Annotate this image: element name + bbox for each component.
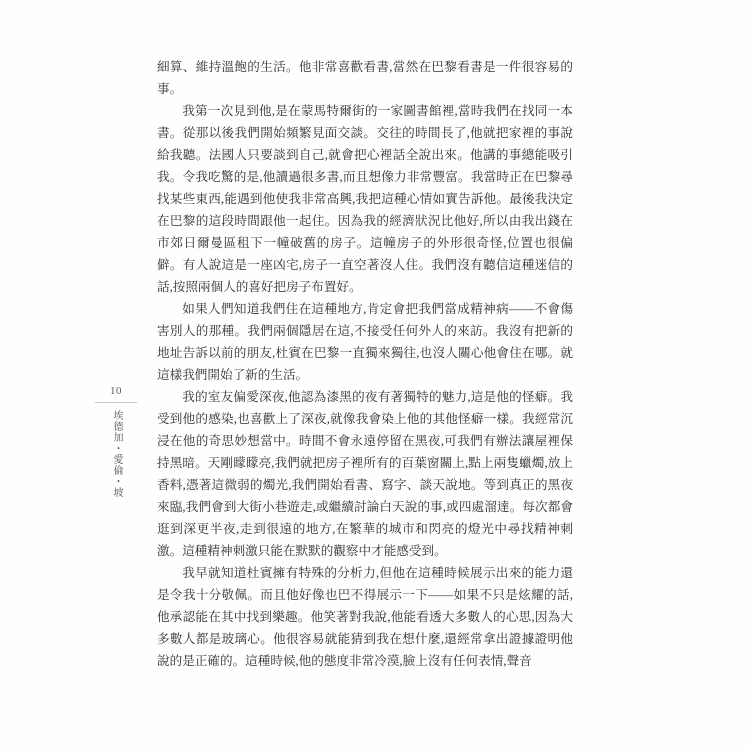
page-margin-sidebar bbox=[95, 384, 137, 503]
paragraph: 我的室友偏愛深夜,他認為漆黑的夜有著獨特的魅力,這是他的怪癖。我受到他的感染,也喜歡上了深夜,就像我會染上他的其他怪癖一樣。我經常沉浸在他的奇思妙想當中。時間不會永遠停留在黑夜,可我們有辦法讓屋裡保持黑暗。天剛矇矇亮,我們就把房子裡所有的百葉窗關上,點上兩隻蠟燭,放上香料,憑著這微弱的燭光,我們開始看書、寫字、談天說地。等到真正的黑夜來臨,我們會到大街小巷遊走,或繼續討論白天說的事,或四處溜達。每次都會逛到深更半夜,走到很遠的地方,在繁華的城市和閃亮的燈光中尋找精神刺激。這種精神刺激只能在默默的觀察中才能感受到。 bbox=[157, 390, 573, 558]
paragraph: 我早就知道杜賓擁有特殊的分析力,但他在這種時候展示出來的能力還是令我十分敬佩。而且他好像也巴不得展示一下——如果不只是炫耀的話,他承認能在其中找到樂趣。他笑著對我說,他能看透大多數人的心思,因為大多數人都是玻璃心。他很容易就能猜到我在想什麼,還經常拿出證據證明他說的是正確的。這種時候,他的態度非常冷漠,臉上沒有任何表情,聲音 bbox=[157, 566, 573, 668]
book-title-vertical: 埃德加・愛倫・坡 bbox=[111, 410, 122, 498]
page-number: 10 bbox=[110, 385, 122, 397]
sidebar-divider bbox=[95, 402, 137, 403]
paragraph-continuation: 細算、維持溫飽的生活。他非常喜歡看書,當然在巴黎看書是一件很容易的事。 bbox=[157, 60, 573, 96]
page-text bbox=[157, 56, 573, 672]
paragraph: 我第一次見到他,是在蒙馬特爾街的一家圖書館裡,當時我們在找同一本書。從那以後我們開始頻繁見面交談。交往的時間長了,他就把家裡的事說給我聽。法國人只要談到自己,就會把心裡話全說出來。他講的事總能吸引我。令我吃驚的是,他讀過很多書,而且想像力非常豐富。我當時正在巴黎尋找某些東西,能遇到他使我非常高興,我把這種心情如實告訴他。最後我決定在巴黎的這段時間跟他一起住。因為我的經濟狀況比他好,所以由我出錢在市郊日爾曼區租下一幢破舊的房子。這幢房子的外形很奇怪,位置也很偏僻。有人說這是一座凶宅,房子一直空著沒人住。我們沒有聽信這種迷信的話,按照兩個人的喜好把房子布置好。 bbox=[157, 104, 573, 294]
paragraph: 如果人們知道我們住在這種地方,肯定會把我們當成精神病——不會傷害別人的那種。我們兩個隱居在這,不接受任何外人的來訪。我沒有把新的地址告訴以前的朋友,杜賓在巴黎一直獨來獨往,也沒人關心他會住在哪。就這樣我們開始了新的生活。 bbox=[157, 302, 573, 382]
